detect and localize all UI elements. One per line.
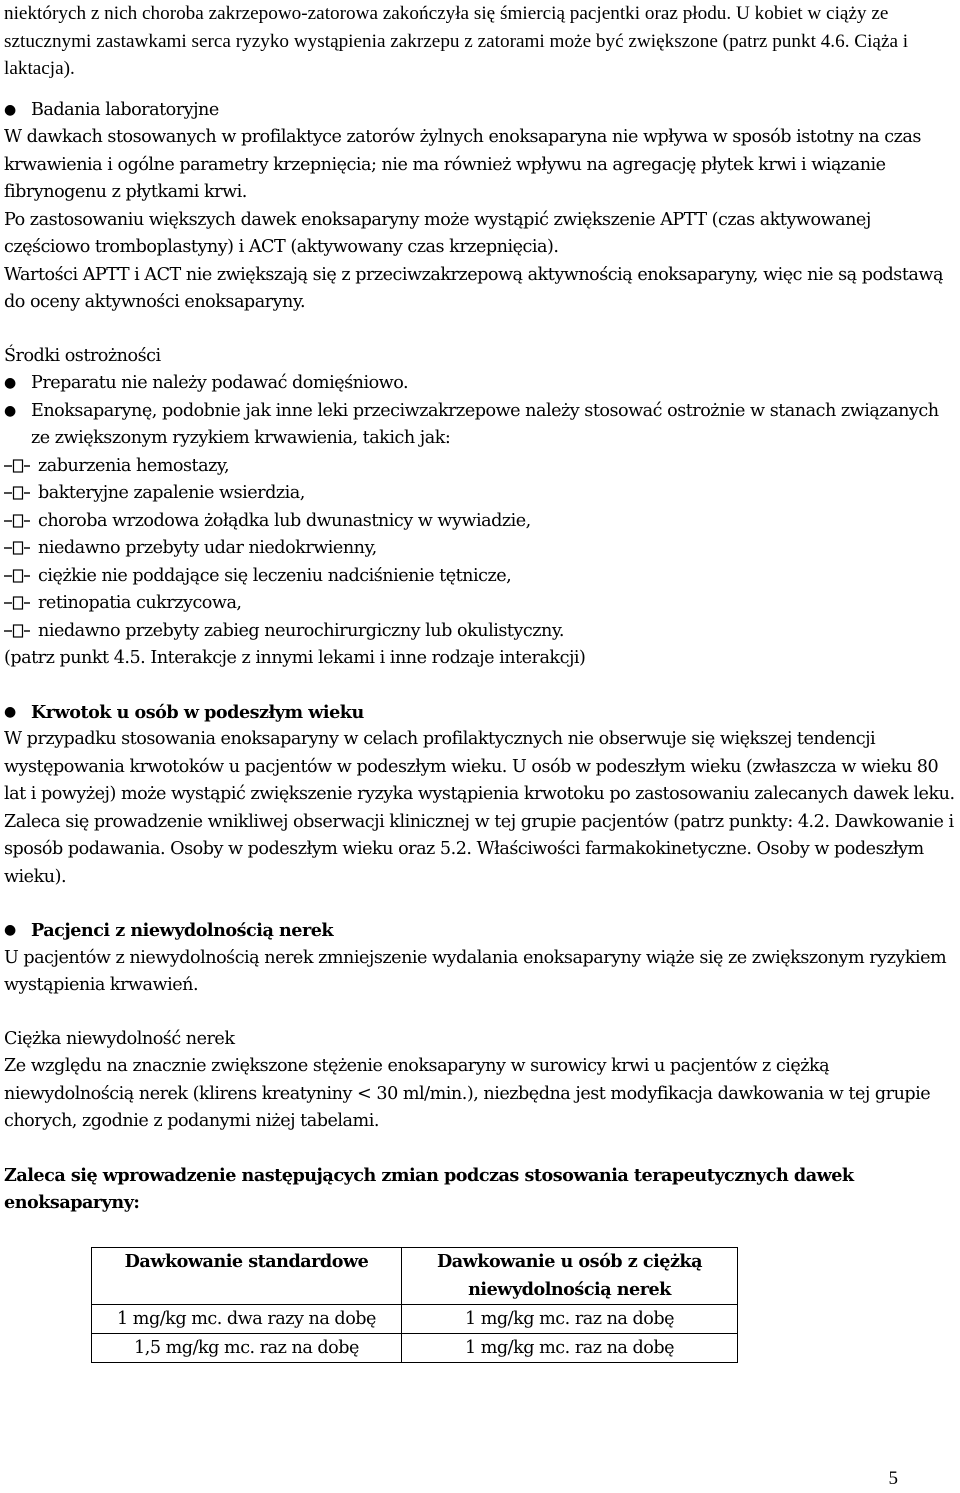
page-number: 5	[888, 1468, 898, 1489]
document-body	[4, 0, 956, 1363]
elderly-heading: Krwotok u osób w podeszłym wieku	[31, 701, 364, 723]
dash-box-icon	[4, 541, 30, 555]
table-row	[92, 1333, 738, 1362]
dosage-table	[91, 1247, 738, 1363]
list-item: bakteryjne zapalenie wsierdzia,	[4, 480, 956, 508]
bullet-icon: ●	[4, 402, 16, 419]
dash-box-icon	[4, 486, 30, 500]
table-row	[92, 1304, 738, 1333]
bullet-icon: ●	[4, 703, 16, 720]
renal-heading: Pacjenci z niewydolnością nerek	[31, 920, 334, 941]
precautions-list	[4, 453, 956, 646]
lab-paragraph-1: W dawkach stosowanych w profilaktyce zatorów żylnych enoksaparyna nie wpływa w sposób istotny na czas krwawienia i ogólne parametry krzepnięcia; nie ma również wpływu na agregację płytek krwi i wiązanie fibrynogenu z płytkami krwi.	[4, 127, 921, 202]
dash-box-icon	[4, 514, 30, 528]
dash-box-icon	[4, 459, 30, 473]
dash-box-icon	[4, 596, 30, 610]
list-item: niedawno przebyty zabieg neurochirurgiczny lub okulistyczny.	[4, 618, 956, 646]
renal-paragraph: U pacjentów z niewydolnością nerek zmniejszenie wydalania enoksaparyny wiąże się ze zwiększonym ryzykiem wystąpienia krwawień.	[4, 947, 947, 995]
precautions-heading: Środki ostrożności	[4, 345, 161, 366]
precautions-bullet-2: ● Enoksaparynę, podobnie jak inne leki przeciwzakrzepowe należy stosować ostrożnie w stanach związanych ze zwiększonym ryzykiem krwawienia, takich jak:	[4, 398, 956, 453]
lab-heading: Badania laboratoryjne	[31, 99, 219, 120]
elderly-paragraph: W przypadku stosowania enoksaparyny w celach profilaktycznych nie obserwuje się większej tendencji występowania krwotoków u pacjentów w podeszłym wieku. U osób w podeszłym wieku (zwłaszcza w wieku 80 lat i powyżej) może wystąpić zwiększenie ryzyka wystąpienia krwotoku po zastosowaniu zalecanych dawek leku. Zaleca się prowadzenie wnikliwej obserwacji klinicznej w tej grupie pacjentów (patrz punkty: 4.2. Dawkowanie i sposób podawania. Osoby w podeszłym wieku oraz 5.2. Właściwości farmakokinetyczne. Osoby w podeszłym wieku).	[4, 729, 955, 887]
list-item: niedawno przebyty udar niedokrwienny,	[4, 535, 956, 563]
severe-renal-paragraph: Ze względu na znacznie zwiększone stężenie enoksaparyny w surowicy krwi u pacjentów z ciężką niewydolnością nerek (klirens kreatyniny < 30 ml/min.), niezbędna jest modyfikacja dawkowania w tej grupie chorych, zgodnie z podanymi niżej tabelami.	[4, 1056, 931, 1131]
dash-box-icon	[4, 569, 30, 583]
table-header-row	[92, 1247, 738, 1304]
list-item: zaburzenia hemostazy,	[4, 453, 956, 481]
table-header-cell: Dawkowanie standardowe	[92, 1247, 402, 1304]
lab-heading-bullet	[4, 97, 956, 125]
list-item: choroba wrzodowa żołądka lub dwunastnicy w wywiadzie,	[4, 508, 956, 536]
elderly-heading-bullet	[4, 699, 956, 727]
table-cell: 1,5 mg/kg mc. raz na dobę	[92, 1333, 402, 1362]
table-cell: 1 mg/kg mc. dwa razy na dobę	[92, 1304, 402, 1333]
table-header-cell: Dawkowanie u osób z ciężką niewydolnością nerek	[402, 1247, 738, 1304]
table-cell: 1 mg/kg mc. raz na dobę	[402, 1333, 738, 1362]
precautions-reference: (patrz punkt 4.5. Interakcje z innymi lekami i inne rodzaje interakcji)	[4, 648, 586, 668]
list-item: retinopatia cukrzycowa,	[4, 590, 956, 618]
list-item: ciężkie nie poddające się leczeniu nadciśnienie tętnicze,	[4, 563, 956, 591]
precautions-bullet-1: ● Preparatu nie należy podawać domięśniowo.	[4, 370, 956, 398]
recommendation-heading: Zaleca się wprowadzenie następujących zmian podczas stosowania terapeutycznych dawek enoksaparyny:	[4, 1164, 854, 1213]
dash-box-icon	[4, 624, 30, 638]
lab-paragraph-2: Po zastosowaniu większych dawek enoksaparyny może wystąpić zwiększenie APTT (czas aktywowanej częściowo tromboplastyny) i ACT (aktywowany czas krzepnięcia).	[4, 209, 871, 257]
bullet-icon: ●	[4, 922, 16, 938]
bullet-icon: ●	[4, 375, 16, 391]
lab-paragraph-3: Wartości APTT i ACT nie zwiększają się z przeciwzakrzepową aktywnością enoksaparyny, więc nie są podstawą do oceny aktywności enoksaparyny.	[4, 264, 943, 312]
severe-renal-heading: Ciężka niewydolność nerek	[4, 1028, 235, 1049]
bullet-icon: ●	[4, 101, 16, 118]
intro-paragraph: niektórych z nich choroba zakrzepowo-zatorowa zakończyła się śmiercią pacjentki oraz płodu. U kobiet w ciąży ze sztucznymi zastawkami serca ryzyko wystąpienia zakrzepu z zatorami może być zwiększone (patrz punkt 4.6. Ciąża i laktacja).	[4, 3, 909, 79]
table-cell: 1 mg/kg mc. raz na dobę	[402, 1304, 738, 1333]
renal-heading-bullet	[4, 917, 956, 945]
